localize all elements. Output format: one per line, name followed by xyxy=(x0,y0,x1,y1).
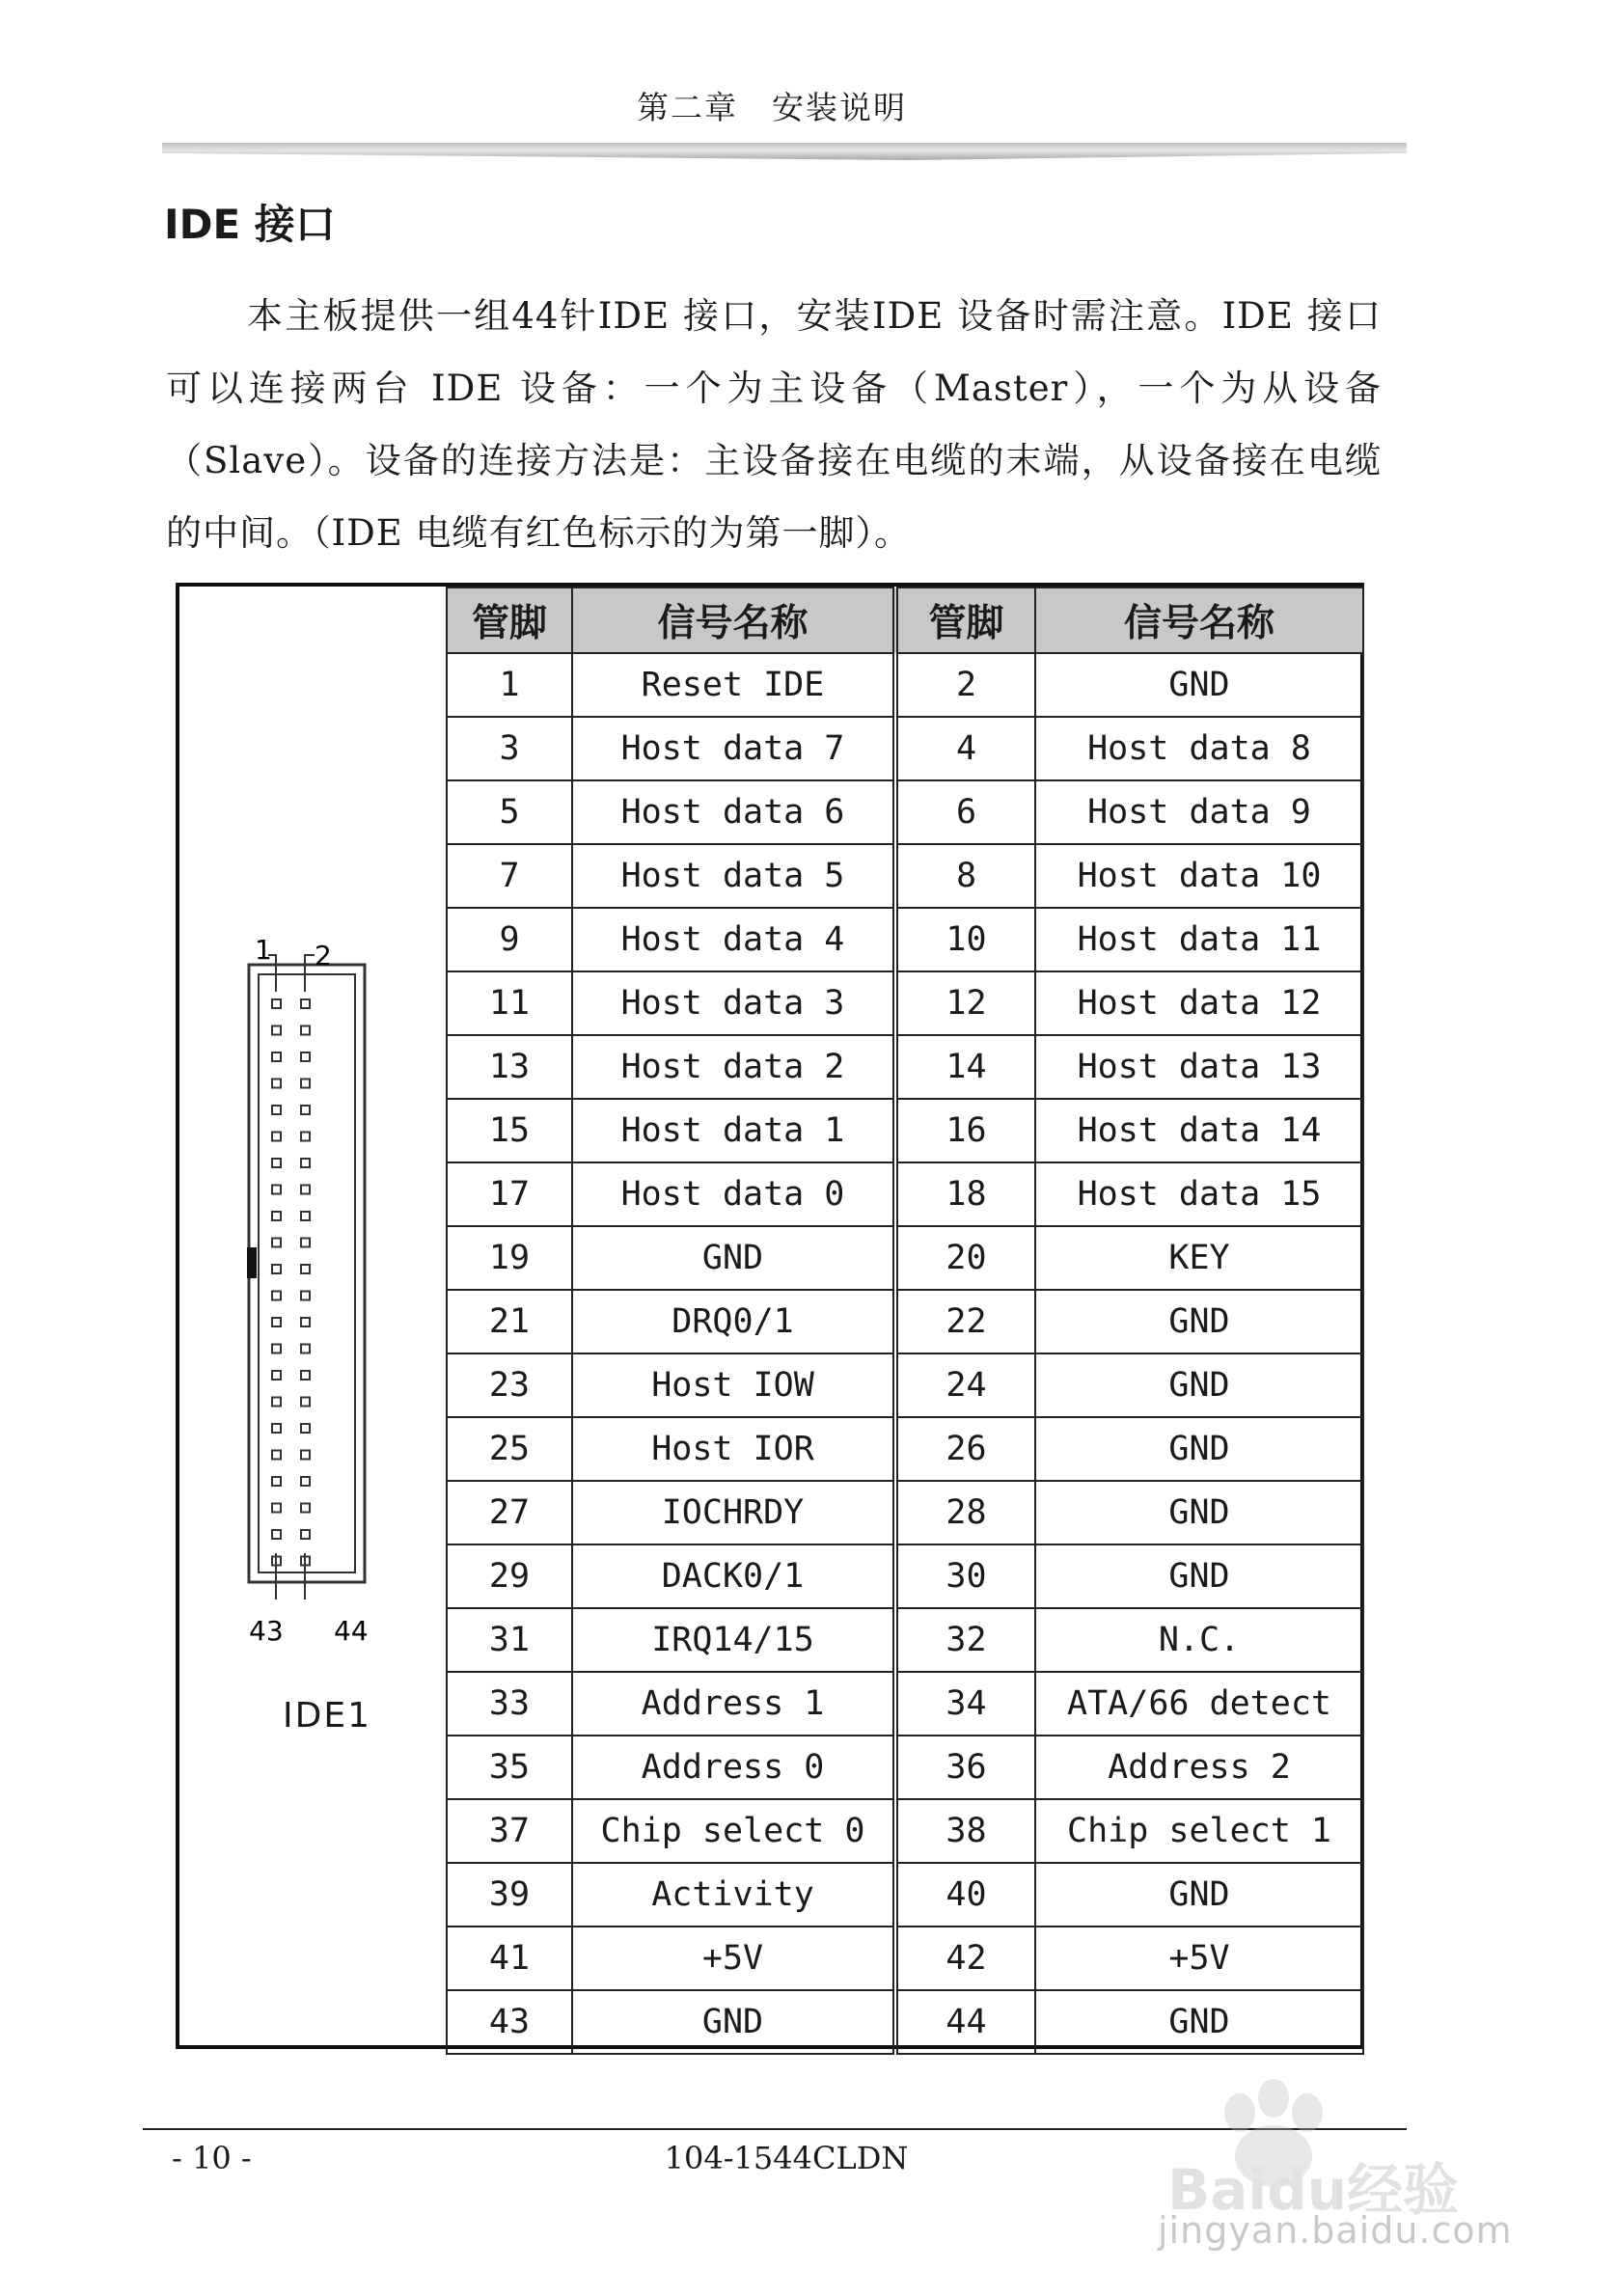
table-row xyxy=(447,1481,1363,1544)
pin-number-left: 13 xyxy=(447,1035,572,1099)
signal-name-left: GND xyxy=(572,1226,895,1290)
signal-name-right: Host data 15 xyxy=(1035,1162,1363,1226)
signal-name-left: Address 0 xyxy=(572,1736,895,1799)
table-row xyxy=(447,1353,1363,1417)
pin-number-left: 21 xyxy=(447,1290,572,1353)
signal-name-left: Activity xyxy=(572,1863,895,1927)
pin-number-left: 35 xyxy=(447,1736,572,1799)
pin-number-left: 29 xyxy=(447,1544,572,1608)
connector-pin xyxy=(301,1026,310,1035)
pin-number-left: 5 xyxy=(447,780,572,844)
document-id: 104-1544CLDN xyxy=(664,2140,909,2176)
connector-drawing xyxy=(179,587,446,2045)
table-row xyxy=(447,1035,1363,1099)
signal-name-right: GND xyxy=(1035,1290,1363,1353)
pin-number-right: 26 xyxy=(895,1417,1035,1481)
pin-number-right: 40 xyxy=(895,1863,1035,1927)
pin-number-right: 10 xyxy=(895,908,1035,971)
pin-number-right: 16 xyxy=(895,1099,1035,1162)
signal-name-right: Host data 10 xyxy=(1035,844,1363,908)
connector-pin xyxy=(301,999,310,1008)
connector-pin xyxy=(272,1477,281,1486)
signal-name-left: Host data 5 xyxy=(572,844,895,908)
watermark-brand: Baidu经验 xyxy=(1167,2157,1460,2223)
connector-pin xyxy=(272,1026,281,1035)
table-row xyxy=(447,844,1363,908)
signal-name-left: DACK0/1 xyxy=(572,1544,895,1608)
connector-pin xyxy=(272,1133,281,1141)
table-row xyxy=(447,1226,1363,1290)
connector-pin xyxy=(301,1345,310,1353)
signal-name-right: Host data 11 xyxy=(1035,908,1363,971)
section-title: IDE 接口 xyxy=(164,201,336,248)
header-rule xyxy=(162,143,1407,160)
pin-number-right: 8 xyxy=(895,844,1035,908)
connector-pin xyxy=(301,1318,310,1326)
connector-pin xyxy=(301,1477,310,1486)
table-row xyxy=(447,653,1363,717)
pin-number-right: 18 xyxy=(895,1162,1035,1226)
signal-name-right: Host data 14 xyxy=(1035,1099,1363,1162)
signal-name-left: Host data 4 xyxy=(572,908,895,971)
pin-number-left: 23 xyxy=(447,1353,572,1417)
pin-number-left: 43 xyxy=(447,1990,572,2054)
pin-number-left: 33 xyxy=(447,1672,572,1736)
signal-name-right: ATA/66 detect xyxy=(1035,1672,1363,1736)
signal-name-right: Host data 13 xyxy=(1035,1035,1363,1099)
table-row xyxy=(447,780,1363,844)
signal-name-right: N.C. xyxy=(1035,1608,1363,1672)
table-row xyxy=(447,1990,1363,2054)
signal-name-right: GND xyxy=(1035,1990,1363,2054)
connector-pin xyxy=(301,1133,310,1141)
table-row xyxy=(447,1544,1363,1608)
signal-name-left: Address 1 xyxy=(572,1672,895,1736)
connector-pin xyxy=(272,1106,281,1114)
connector-pin xyxy=(301,1239,310,1247)
connector-pin xyxy=(272,1345,281,1353)
table-row xyxy=(447,1099,1363,1162)
pinout-table xyxy=(446,587,1364,2055)
pin-number-left: 15 xyxy=(447,1099,572,1162)
pin-number-right: 20 xyxy=(895,1226,1035,1290)
connector-pin xyxy=(272,1159,281,1167)
table-row xyxy=(447,1608,1363,1672)
connector-pin xyxy=(272,1451,281,1460)
table-row xyxy=(447,1290,1363,1353)
connector-pin xyxy=(272,999,281,1008)
connector-pin xyxy=(301,1052,310,1061)
table-row xyxy=(447,971,1363,1035)
pin-number-right: 38 xyxy=(895,1799,1035,1863)
signal-name-left: Host IOW xyxy=(572,1353,895,1417)
pin-number-right: 44 xyxy=(895,1990,1035,2054)
signal-name-right: GND xyxy=(1035,1481,1363,1544)
header-signal-left: 信号名称 xyxy=(572,588,895,653)
table-row xyxy=(447,1863,1363,1927)
signal-name-left: Host data 2 xyxy=(572,1035,895,1099)
connector-pin xyxy=(272,1398,281,1407)
signal-name-left: Host data 7 xyxy=(572,717,895,780)
connector-pin xyxy=(272,1212,281,1220)
connector-pin xyxy=(301,1451,310,1460)
pin-number-right: 32 xyxy=(895,1608,1035,1672)
pin-number-right: 14 xyxy=(895,1035,1035,1099)
connector-pin xyxy=(301,1265,310,1273)
table-row xyxy=(447,1927,1363,1990)
signal-name-right: GND xyxy=(1035,1863,1363,1927)
connector-pin xyxy=(301,1080,310,1088)
connector-pin xyxy=(301,1424,310,1433)
chapter-header: 第二章 安装说明 xyxy=(637,89,907,126)
connector-pin xyxy=(272,1265,281,1273)
pin-grid xyxy=(272,999,310,1566)
signal-name-right: GND xyxy=(1035,1544,1363,1608)
table-header-row xyxy=(447,588,1363,653)
table-row xyxy=(447,908,1363,971)
table-row xyxy=(447,1417,1363,1481)
connector-pin xyxy=(272,1530,281,1539)
connector-pin xyxy=(301,1186,310,1194)
signal-name-left: IRQ14/15 xyxy=(572,1608,895,1672)
ide-connector-diagram xyxy=(179,587,446,2045)
table-row xyxy=(447,1672,1363,1736)
signal-name-right: Address 2 xyxy=(1035,1736,1363,1799)
connector-pin xyxy=(301,1106,310,1114)
ide-pinout-frame xyxy=(176,583,1364,2049)
connector-pin xyxy=(272,1186,281,1194)
signal-name-left: Reset IDE xyxy=(572,653,895,717)
pin-44-label: 44 xyxy=(334,1615,369,1647)
connector-pin xyxy=(301,1292,310,1300)
signal-name-right: GND xyxy=(1035,1417,1363,1481)
header-signal-right: 信号名称 xyxy=(1035,588,1363,653)
connector-pin xyxy=(301,1212,310,1220)
pin-number-left: 3 xyxy=(447,717,572,780)
connector-pin xyxy=(272,1504,281,1513)
connector-pin xyxy=(301,1530,310,1539)
signal-name-left: GND xyxy=(572,1990,895,2054)
signal-name-left: +5V xyxy=(572,1927,895,1990)
signal-name-right: Chip select 1 xyxy=(1035,1799,1363,1863)
connector-pin xyxy=(272,1371,281,1380)
signal-name-right: GND xyxy=(1035,1353,1363,1417)
page-number: - 10 - xyxy=(172,2140,252,2176)
signal-name-left: Host IOR xyxy=(572,1417,895,1481)
pin-number-right: 42 xyxy=(895,1927,1035,1990)
connector-pin xyxy=(272,1292,281,1300)
pin-number-right: 28 xyxy=(895,1481,1035,1544)
pin-number-left: 7 xyxy=(447,844,572,908)
pin-number-left: 11 xyxy=(447,971,572,1035)
pin-43-label: 43 xyxy=(249,1615,284,1647)
pin-number-right: 22 xyxy=(895,1290,1035,1353)
signal-name-left: DRQ0/1 xyxy=(572,1290,895,1353)
connector-pin xyxy=(272,1052,281,1061)
signal-name-left: Host data 6 xyxy=(572,780,895,844)
header-pin-right: 管脚 xyxy=(895,588,1035,653)
pin-number-right: 6 xyxy=(895,780,1035,844)
connector-pin xyxy=(301,1504,310,1513)
pin-number-right: 12 xyxy=(895,971,1035,1035)
pin-number-right: 4 xyxy=(895,717,1035,780)
connector-pin xyxy=(301,1398,310,1407)
pin-number-right: 36 xyxy=(895,1736,1035,1799)
pin-number-right: 30 xyxy=(895,1544,1035,1608)
connector-pin xyxy=(272,1080,281,1088)
table-row xyxy=(447,1162,1363,1226)
pin-number-left: 27 xyxy=(447,1481,572,1544)
signal-name-right: Host data 9 xyxy=(1035,780,1363,844)
signal-name-right: Host data 12 xyxy=(1035,971,1363,1035)
signal-name-left: IOCHRDY xyxy=(572,1481,895,1544)
signal-name-left: Chip select 0 xyxy=(572,1799,895,1863)
pin-number-left: 9 xyxy=(447,908,572,971)
pin-number-left: 19 xyxy=(447,1226,572,1290)
signal-name-left: Host data 0 xyxy=(572,1162,895,1226)
pin-1-label: 1 xyxy=(255,934,272,966)
header-pin-left: 管脚 xyxy=(447,588,572,653)
connector-pin xyxy=(301,1371,310,1380)
signal-name-right: Host data 8 xyxy=(1035,717,1363,780)
signal-name-right: +5V xyxy=(1035,1927,1363,1990)
signal-name-left: Host data 1 xyxy=(572,1099,895,1162)
table-row xyxy=(447,1799,1363,1863)
pin-number-left: 37 xyxy=(447,1799,572,1863)
connector-pin xyxy=(272,1424,281,1433)
connector-pin xyxy=(301,1159,310,1167)
pin-number-left: 25 xyxy=(447,1417,572,1481)
signal-name-right: KEY xyxy=(1035,1226,1363,1290)
pin-number-left: 41 xyxy=(447,1927,572,1990)
connector-label: IDE1 xyxy=(283,1696,371,1736)
signal-name-left: Host data 3 xyxy=(572,971,895,1035)
pin-number-left: 17 xyxy=(447,1162,572,1226)
intro-paragraph: 本主板提供一组44针IDE 接口，安装IDE 设备时需注意。IDE 接口可以连接两台 IDE 设备：一个为主设备（Master），一个为从设备（Slave）。设备的连接方法是：主设备接在电缆的末端，从设备接在电缆的中间。（IDE 电缆有红色标示的为第一脚）。 xyxy=(166,295,1382,554)
pin-number-right: 34 xyxy=(895,1672,1035,1736)
pin-number-right: 2 xyxy=(895,653,1035,717)
pin-2-label: 2 xyxy=(315,940,332,971)
watermark-url: jingyan.baidu.com xyxy=(1158,2209,1513,2252)
table-row xyxy=(447,717,1363,780)
pin-number-left: 1 xyxy=(447,653,572,717)
connector-pin xyxy=(272,1239,281,1247)
table-row xyxy=(447,1736,1363,1799)
signal-name-right: GND xyxy=(1035,653,1363,717)
pin-number-left: 31 xyxy=(447,1608,572,1672)
pin-number-right: 24 xyxy=(895,1353,1035,1417)
connector-pin xyxy=(272,1318,281,1326)
pin-number-left: 39 xyxy=(447,1863,572,1927)
